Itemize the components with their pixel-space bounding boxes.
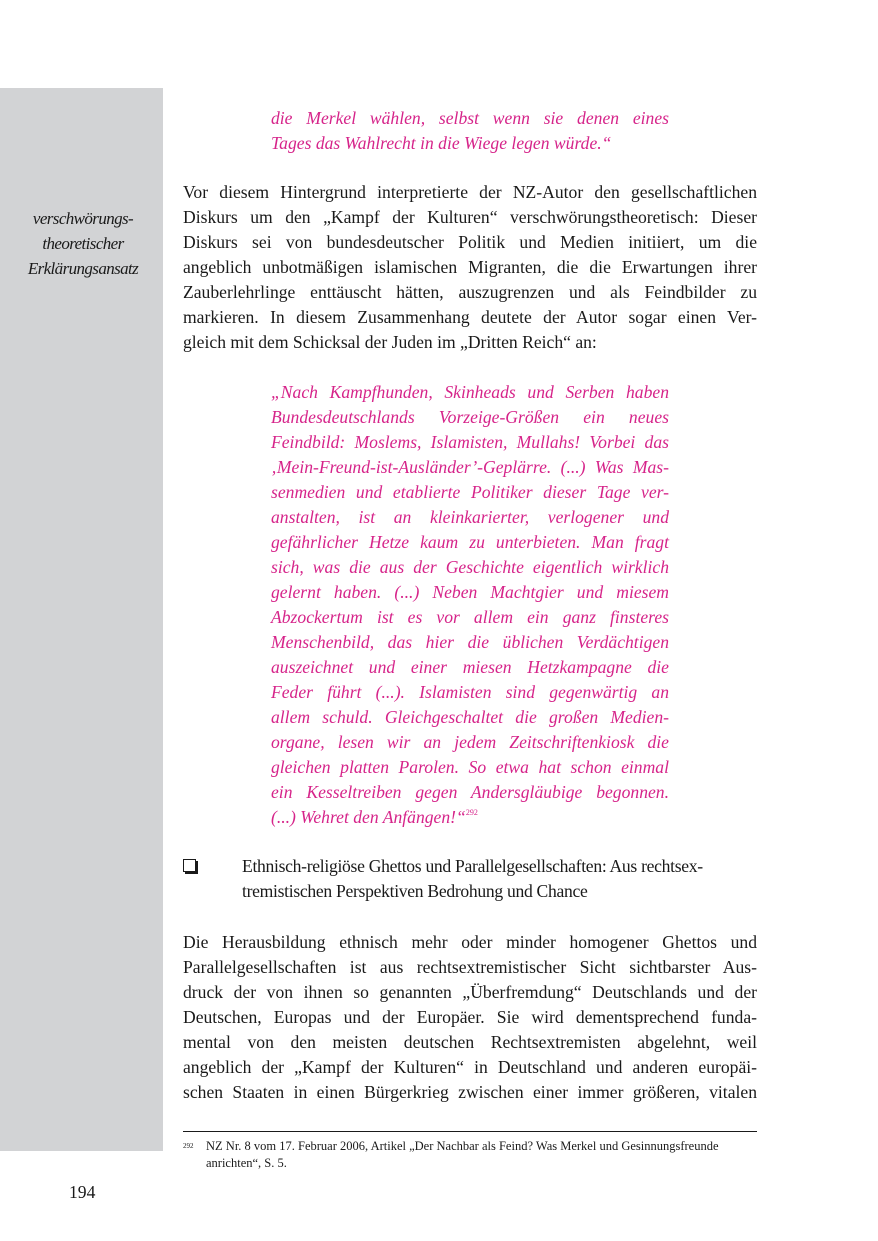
quote-line: ein Kesseltreiben gegen Andersgläubige begonnen.	[271, 782, 669, 802]
quote-line: „Nach Kampfhunden, Skinheads und Serben haben	[271, 382, 669, 402]
text-line: angeblich der „Kampf der Kulturen“ in Deutschland und anderen europäi-	[183, 1057, 757, 1077]
text-line: Deutschen, Europas und der Europäer. Sie wird dementsprechend funda-	[183, 1007, 757, 1027]
quote-line: Abzockertum ist es vor allem ein ganz finsteres	[271, 607, 669, 627]
body-paragraph-2	[183, 930, 757, 1105]
quote-line: Feder führt (...). Islamisten sind gegenwärtig an	[271, 682, 669, 702]
heading-line: tremistischen Perspektiven Bedrohung und Chance	[242, 881, 588, 901]
margin-note-line: Erklärungsansatz	[27, 259, 139, 278]
text-line: schen Staaten in einen Bürgerkrieg zwischen einer immer größeren, vitalen	[183, 1082, 757, 1102]
quote-line: auszeichnet und einer miesen Hetzkampagne die	[271, 657, 669, 677]
text-line: markieren. In diesem Zusammenhang deutete der Autor sogar einen Ver-	[183, 307, 757, 327]
text-line: druck der von ihnen so genannten „Überfremdung“ Deutschlands und der	[183, 982, 757, 1002]
section-heading	[242, 854, 757, 904]
heading-line: Ethnisch-religiöse Ghettos und Parallelgesellschaften: Aus rechtsex-	[242, 856, 703, 876]
quote-line: gefährlicher Hetze kaum zu unterbieten. Man fragt	[271, 532, 669, 552]
quote-line: senmedien und etablierte Politiker dieser Tage ver-	[271, 482, 669, 502]
text-line: Diskurs um den „Kampf der Kulturen“ verschwörungstheoretisch: Dieser	[183, 207, 757, 227]
quote-line: organe, lesen wir an jedem Zeitschriftenkiosk die	[271, 732, 669, 752]
quote-line: anstalten, ist an kleinkarierter, verlogener und	[271, 507, 669, 527]
text-line: Parallelgesellschaften ist aus rechtsextremistischer Sicht sichtbarster Aus-	[183, 957, 757, 977]
quote-continued	[271, 106, 669, 156]
checkbox-bullet-icon	[183, 859, 196, 872]
footnote-text: NZ Nr. 8 vom 17. Februar 2006, Artikel „Der Nachbar als Feind? Was Merkel und Gesinnungsfreunde anrichten“, S. 5.	[206, 1139, 719, 1170]
footnote-reference[interactable]: 292	[465, 808, 478, 817]
text-line: Die Herausbildung ethnisch mehr oder minder homogener Ghettos und	[183, 932, 757, 952]
quote-line: gelernt haben. (...) Neben Machtgier und miesem	[271, 582, 669, 602]
text-line: Diskurs sei von bundesdeutscher Politik und Medien initiiert, um die	[183, 232, 757, 252]
text-line: mental von den meisten deutschen Rechtsextremisten abgelehnt, weil	[183, 1032, 757, 1052]
footnote-number: 292	[183, 1142, 194, 1150]
body-paragraph-1	[183, 180, 757, 355]
quote-line: sich, was die aus der Geschichte eigentlich wirklich	[271, 557, 669, 577]
margin-note-line: verschwörungs-	[32, 209, 134, 228]
page-number: 194	[69, 1182, 96, 1202]
quote-line-final	[271, 805, 669, 830]
quote-line: die Merkel wählen, selbst wenn sie denen eines	[271, 108, 669, 128]
block-quote	[271, 380, 669, 830]
text-line: Zauberlehrlinge enttäuscht hätten, auszugrenzen und als Feindbilder zu	[183, 282, 757, 302]
text-line: gleich mit dem Schicksal der Juden im „Dritten Reich“ an:	[183, 332, 597, 352]
footnote-divider	[183, 1131, 757, 1132]
quote-line-text: (...) Wehret den Anfängen!“	[271, 807, 466, 827]
quote-line: Bundesdeutschlands Vorzeige-Größen ein neues	[271, 407, 669, 427]
quote-line: gleichen platten Parolen. So etwa hat schon einmal	[271, 757, 669, 777]
margin-note	[8, 206, 158, 281]
text-line: Vor diesem Hintergrund interpretierte der NZ-Autor den gesellschaftlichen	[183, 182, 757, 202]
text-line: angeblich unbotmäßigen islamischen Migranten, die die Erwartungen ihrer	[183, 257, 757, 277]
quote-line: Menschenbild, das hier die üblichen Verdächtigen	[271, 632, 669, 652]
margin-note-line: theoretischer	[42, 234, 124, 253]
quote-line: allem schuld. Gleichgeschaltet die großen Medien-	[271, 707, 669, 727]
quote-line: ‚Mein-Freund-ist-Ausländer’-Geplärre. (...) Was Mas-	[271, 457, 669, 477]
quote-line: Feindbild: Moslems, Islamisten, Mullahs! Vorbei das	[271, 432, 669, 452]
quote-line: Tages das Wahlrecht in die Wiege legen würde.“	[271, 133, 612, 153]
